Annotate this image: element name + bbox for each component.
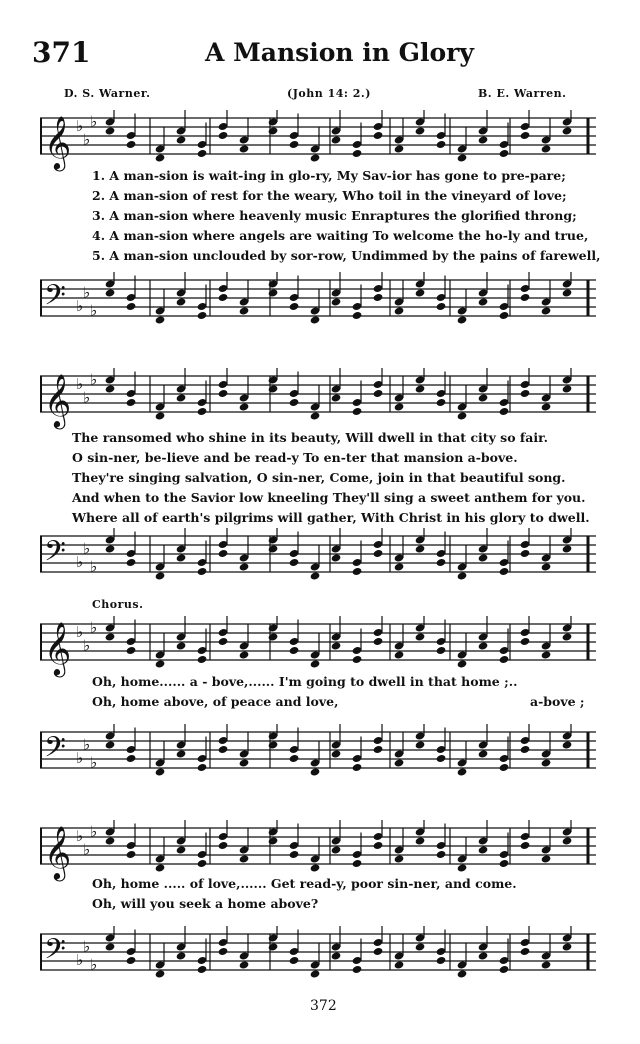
note-head — [218, 841, 229, 850]
note-head — [562, 288, 573, 297]
note-head — [126, 398, 137, 407]
note-head — [105, 740, 116, 749]
note-head — [176, 135, 187, 144]
flat-icon: ♭ — [90, 955, 98, 974]
note-head — [499, 407, 510, 416]
treble-clef-icon: 𝄞 — [44, 373, 72, 427]
note-head — [373, 131, 384, 140]
verse-2-line-1: 2. A man-sion of rest for the weary, Who toil in the vineyard of love; — [92, 188, 567, 203]
note-head — [457, 315, 468, 324]
note-head — [499, 149, 510, 158]
note-head — [541, 562, 552, 571]
note-head — [478, 951, 489, 960]
note-head — [289, 850, 300, 859]
note-head — [126, 956, 137, 965]
note-head — [105, 544, 116, 553]
chorus-label: Chorus. — [92, 598, 144, 611]
note-head — [289, 754, 300, 763]
note-head — [352, 965, 363, 974]
note-head — [373, 841, 384, 850]
note-head — [289, 646, 300, 655]
note-head — [197, 965, 208, 974]
note-head — [155, 659, 166, 668]
verse-1-line-1: 1. A man-sion is wait-ing in glo-ry, My Sav-ior has gone to pre-pare; — [92, 168, 566, 183]
note-head — [197, 655, 208, 664]
note-head — [373, 389, 384, 398]
flat-icon: ♭ — [90, 370, 98, 389]
note-head — [289, 140, 300, 149]
note-head — [126, 140, 137, 149]
flat-icon: ♭ — [76, 553, 84, 571]
note-head — [415, 632, 426, 641]
note-head — [436, 558, 447, 567]
verse-3-line-2: They're singing salvation, O sin-ner, Come, join in that beautiful song. — [72, 470, 566, 485]
note-head — [373, 947, 384, 956]
note-head — [541, 650, 552, 659]
hymn-title: A Mansion in Glory — [205, 38, 474, 67]
note-head — [105, 942, 116, 951]
verse-1-line-2: The ransomed who shine in its beauty, Will dwell in that city so fair. — [72, 430, 548, 445]
note-head — [520, 549, 531, 558]
note-head — [239, 562, 250, 571]
note-head — [520, 947, 531, 956]
note-head — [331, 393, 342, 402]
note-head — [105, 126, 116, 135]
note-head — [394, 960, 405, 969]
note-head — [394, 402, 405, 411]
flat-icon: ♭ — [76, 117, 84, 135]
note-head — [289, 956, 300, 965]
note-head — [436, 398, 447, 407]
note-head — [126, 754, 137, 763]
bass-clef-icon: 𝄢 — [44, 933, 66, 973]
flat-icon: ♭ — [76, 951, 84, 969]
bass-clef-icon: 𝄢 — [44, 731, 66, 771]
note-head — [394, 758, 405, 767]
note-head — [415, 740, 426, 749]
flat-icon: ♭ — [83, 130, 91, 149]
note-head — [541, 402, 552, 411]
note-head — [478, 845, 489, 854]
note-head — [373, 293, 384, 302]
note-head — [373, 745, 384, 754]
note-head — [239, 306, 250, 315]
note-head — [218, 637, 229, 646]
note-head — [331, 135, 342, 144]
chorus-line-1-upper: Oh, home...... a - bove,...... I'm going to dwell in that home ;.. — [92, 674, 518, 689]
flat-icon: ♭ — [83, 388, 91, 407]
note-head — [155, 153, 166, 162]
flat-icon: ♭ — [83, 283, 91, 302]
flat-icon: ♭ — [83, 840, 91, 859]
note-head — [436, 956, 447, 965]
note-head — [268, 836, 279, 845]
bass-staff-4 — [40, 926, 596, 988]
note-head — [218, 549, 229, 558]
treble-staff-4 — [40, 820, 596, 882]
note-head — [478, 749, 489, 758]
note-head — [520, 293, 531, 302]
chorus-line-2-lower: Oh, will you seek a home above? — [92, 896, 319, 911]
note-head — [310, 153, 321, 162]
note-head — [197, 311, 208, 320]
note-head — [126, 850, 137, 859]
note-head — [520, 389, 531, 398]
note-head — [331, 641, 342, 650]
note-head — [239, 144, 250, 153]
note-head — [394, 854, 405, 863]
note-head — [352, 655, 363, 664]
note-head — [562, 126, 573, 135]
note-head — [239, 758, 250, 767]
note-head — [155, 571, 166, 580]
note-head — [415, 384, 426, 393]
note-head — [562, 632, 573, 641]
treble-staff-3 — [40, 616, 596, 678]
note-head — [394, 562, 405, 571]
bass-clef-icon: 𝄢 — [44, 279, 66, 319]
note-head — [457, 863, 468, 872]
note-head — [562, 740, 573, 749]
note-head — [239, 960, 250, 969]
note-head — [310, 571, 321, 580]
flat-icon: ♭ — [90, 112, 98, 131]
note-head — [415, 544, 426, 553]
hymn-number: 371 — [32, 36, 91, 69]
note-head — [457, 571, 468, 580]
flat-icon: ♭ — [90, 822, 98, 841]
verse-2-line-2: O sin-ner, be-lieve and be read-y To en-ter that mansion a-bove. — [72, 450, 518, 465]
note-head — [394, 650, 405, 659]
note-head — [478, 297, 489, 306]
flat-icon: ♭ — [83, 539, 91, 558]
note-head — [176, 951, 187, 960]
note-head — [218, 389, 229, 398]
note-head — [436, 140, 447, 149]
note-head — [289, 558, 300, 567]
flat-icon: ♭ — [83, 636, 91, 655]
note-head — [218, 131, 229, 140]
note-head — [520, 637, 531, 646]
bass-staff-3 — [40, 724, 596, 786]
note-head — [155, 315, 166, 324]
note-head — [176, 845, 187, 854]
note-head — [218, 745, 229, 754]
note-head — [268, 384, 279, 393]
treble-staff-2 — [40, 368, 596, 430]
note-head — [352, 149, 363, 158]
note-head — [457, 659, 468, 668]
note-head — [394, 144, 405, 153]
note-head — [310, 969, 321, 978]
note-head — [373, 637, 384, 646]
treble-staff-1 — [40, 110, 596, 172]
note-head — [478, 553, 489, 562]
flat-icon: ♭ — [76, 827, 84, 845]
treble-clef-icon: 𝄞 — [44, 115, 72, 169]
note-head — [268, 632, 279, 641]
verse-lines-1 — [92, 166, 600, 266]
note-head — [478, 135, 489, 144]
words-credit: D. S. Warner. — [64, 87, 151, 100]
note-head — [331, 749, 342, 758]
note-head — [541, 854, 552, 863]
note-head — [310, 315, 321, 324]
flat-icon: ♭ — [83, 937, 91, 956]
note-head — [436, 754, 447, 763]
note-head — [499, 763, 510, 772]
note-head — [562, 942, 573, 951]
note-head — [331, 553, 342, 562]
note-head — [541, 758, 552, 767]
note-head — [105, 632, 116, 641]
note-head — [310, 411, 321, 420]
flat-icon: ♭ — [90, 753, 98, 772]
note-head — [197, 763, 208, 772]
note-head — [352, 311, 363, 320]
verse-lines-2 — [72, 428, 590, 528]
note-head — [155, 767, 166, 776]
note-head — [373, 549, 384, 558]
note-head — [436, 302, 447, 311]
note-head — [562, 384, 573, 393]
note-head — [268, 126, 279, 135]
verse-4-line-2: And when to the Savior low kneeling They'll sing a sweet anthem for you. — [72, 490, 586, 505]
note-head — [457, 411, 468, 420]
flat-icon: ♭ — [76, 623, 84, 641]
note-head — [310, 767, 321, 776]
note-head — [499, 567, 510, 576]
verse-4-line-1: 4. A man-sion where angels are waiting To welcome the ho-ly and true, — [92, 228, 589, 243]
note-head — [394, 306, 405, 315]
bass-staff-2 — [40, 528, 596, 590]
note-head — [197, 407, 208, 416]
note-head — [289, 302, 300, 311]
flat-icon: ♭ — [83, 735, 91, 754]
note-head — [478, 393, 489, 402]
flat-icon: ♭ — [76, 297, 84, 315]
note-head — [352, 859, 363, 868]
note-head — [436, 646, 447, 655]
scripture-reference: (John 14: 2.) — [287, 87, 371, 100]
note-head — [415, 942, 426, 951]
note-head — [457, 767, 468, 776]
verse-5-line-1: 5. A man-sion unclouded by sor-row, Undimmed by the pains of farewell, — [92, 248, 601, 263]
note-head — [457, 153, 468, 162]
treble-clef-icon: 𝄞 — [44, 621, 72, 675]
verse-3-line-1: 3. A man-sion where heavenly music Enraptures the glorified throng; — [92, 208, 577, 223]
note-head — [415, 126, 426, 135]
note-head — [176, 749, 187, 758]
note-head — [155, 969, 166, 978]
note-head — [218, 293, 229, 302]
note-head — [331, 845, 342, 854]
note-head — [176, 641, 187, 650]
flat-icon: ♭ — [90, 301, 98, 320]
treble-clef-icon: 𝄞 — [44, 825, 72, 879]
note-head — [268, 942, 279, 951]
note-head — [415, 288, 426, 297]
note-head — [268, 288, 279, 297]
note-head — [239, 854, 250, 863]
note-head — [126, 646, 137, 655]
flat-icon: ♭ — [90, 618, 98, 637]
note-head — [478, 641, 489, 650]
note-head — [197, 149, 208, 158]
note-head — [268, 544, 279, 553]
note-head — [289, 398, 300, 407]
note-head — [331, 951, 342, 960]
note-head — [541, 306, 552, 315]
note-head — [520, 745, 531, 754]
note-head — [105, 288, 116, 297]
note-head — [155, 863, 166, 872]
note-head — [436, 850, 447, 859]
note-head — [499, 859, 510, 868]
chorus-line-1-lower-left: Oh, home above, of peace and love, — [92, 694, 339, 709]
note-head — [155, 411, 166, 420]
note-head — [520, 131, 531, 140]
flat-icon: ♭ — [76, 375, 84, 393]
note-head — [520, 841, 531, 850]
music-credit: B. E. Warren. — [478, 87, 567, 100]
bass-clef-icon: 𝄢 — [44, 535, 66, 575]
note-head — [176, 297, 187, 306]
note-head — [352, 567, 363, 576]
verse-5-line-2: Where all of earth's pilgrims will gather, With Christ in his glory to dwell. — [72, 510, 590, 525]
note-head — [126, 302, 137, 311]
chorus-line-2-upper: Oh, home ..... of love,...... Get read-y, poor sin-ner, and come. — [92, 876, 517, 891]
note-head — [499, 655, 510, 664]
note-head — [541, 960, 552, 969]
note-head — [562, 544, 573, 553]
note-head — [176, 393, 187, 402]
note-head — [105, 836, 116, 845]
note-head — [197, 567, 208, 576]
note-head — [197, 859, 208, 868]
note-head — [457, 969, 468, 978]
note-head — [352, 407, 363, 416]
note-head — [176, 553, 187, 562]
note-head — [352, 763, 363, 772]
note-head — [218, 947, 229, 956]
note-head — [310, 659, 321, 668]
bass-staff-1 — [40, 272, 596, 334]
note-head — [105, 384, 116, 393]
note-head — [415, 836, 426, 845]
flat-icon: ♭ — [76, 749, 84, 767]
note-head — [541, 144, 552, 153]
note-head — [331, 297, 342, 306]
note-head — [499, 965, 510, 974]
note-head — [499, 311, 510, 320]
note-head — [239, 650, 250, 659]
chorus-line-1-lower-right: a-bove ; — [530, 694, 585, 709]
note-head — [268, 740, 279, 749]
note-head — [562, 836, 573, 845]
note-head — [310, 863, 321, 872]
page-number: 372 — [310, 998, 337, 1014]
flat-icon: ♭ — [90, 557, 98, 576]
note-head — [126, 558, 137, 567]
note-head — [239, 402, 250, 411]
